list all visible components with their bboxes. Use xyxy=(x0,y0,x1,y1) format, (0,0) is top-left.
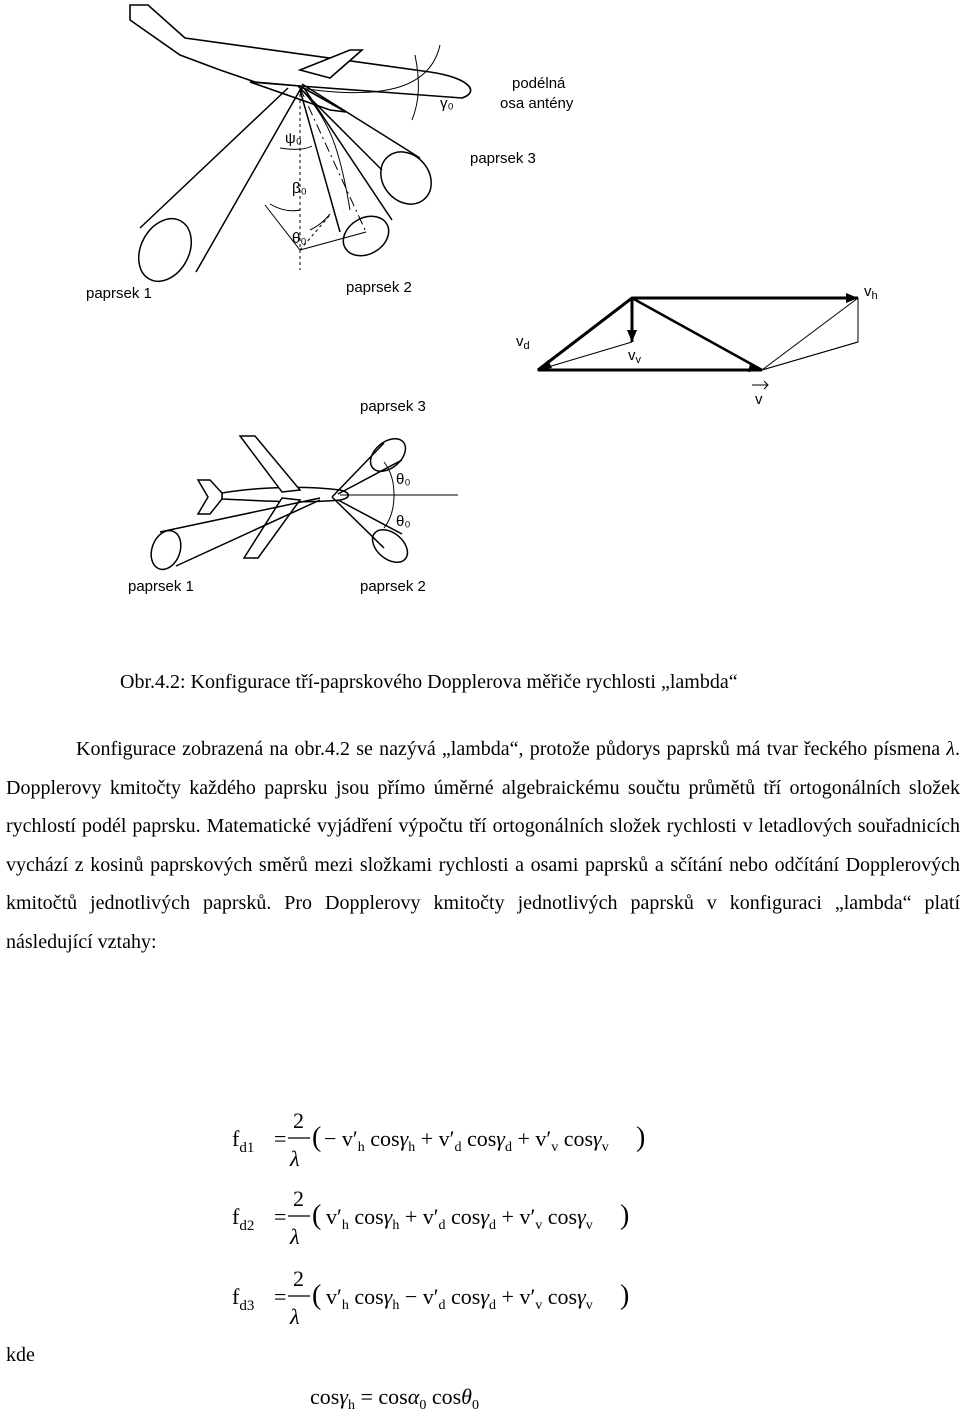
eq1-denominator: λ xyxy=(290,1146,300,1171)
lambda-symbol: λ xyxy=(946,738,955,760)
equation-fd2 xyxy=(232,1186,629,1249)
equation-fd1 xyxy=(232,1108,645,1171)
eq3-equals: = xyxy=(274,1284,287,1309)
eq2-lhs: $f_{d2}$ xyxy=(232,1204,255,1234)
paragraph-part-2: . Dopplerovy kmitočty každého paprsku jsou přímo úměrné algebraickému součtu průmětů tří ortogonálních složek rychlostí podél paprsku. Matematické vyjádření výpočtu tří ortogonálních složek rychlosti v letadlových souřadnicích vychází z kosinů paprskových směrů mezi složkami rychlosti a osami paprsků a sčítání nebo odčítání Dopplerových kmitočtů jednotlivých paprsků. Pro Dopplerovy kmitočty jednotlivých paprsků v konfiguraci „lambda“ platí následující vztahy: xyxy=(6,738,960,953)
eq2-numerator: 2 xyxy=(293,1186,304,1211)
longitudinal-axis-label-2: osa antény xyxy=(500,95,574,112)
bottom-eq-body: cosγ$_h$ = cosα$_0$ cosθ$_0$ xyxy=(310,1384,479,1413)
eq3-lparen: ( xyxy=(312,1280,322,1311)
figure-caption: Obr.4.2: Konfigurace tří-paprskového Dopplerova měřiče rychlosti „lambda“ xyxy=(120,671,738,693)
body-paragraph xyxy=(6,730,960,962)
beam3-label-plan: paprsek 3 xyxy=(360,398,426,415)
theta0-label-top: θ₀ xyxy=(292,230,307,247)
doppler-beam-diagram xyxy=(0,0,960,640)
eq1-numerator: 2 xyxy=(293,1108,304,1133)
eq2-body: $v'_h$ $\cos\gamma_h + v'_d$ $\cos\gamma_d + v'_v$ cosγ$_v$ xyxy=(326,1204,593,1233)
eq2-equals: = xyxy=(274,1204,287,1229)
paragraph-part-1: Konfigurace zobrazená na obr.4.2 se nazývá „lambda“, protože půdorys paprsků má tvar řeckého písmena xyxy=(76,738,947,760)
vv-label: $v_v$ xyxy=(628,347,641,366)
beam1-label-plan: paprsek 1 xyxy=(128,578,194,595)
gamma0-label: γ₀ xyxy=(440,95,454,112)
eq2-denominator: λ xyxy=(290,1224,300,1249)
longitudinal-axis-label-1: podélná xyxy=(512,75,566,92)
vh-label: $v_h$ xyxy=(864,283,878,302)
eq1-lparen: ( xyxy=(312,1122,322,1153)
eq1-rparen: ) xyxy=(636,1122,646,1153)
v-vector-arrow-icon xyxy=(752,381,768,389)
eq1-lhs: $f_{d1}$ xyxy=(232,1126,255,1156)
psi0-label: ψ₀ xyxy=(285,130,302,147)
aircraft-plan-view xyxy=(198,436,348,558)
eq1-body: − $v'_h$ $\cos\gamma_h + v'_d$ $\cos\gamma_d + v'_v$ cosγ$_v$ xyxy=(324,1126,609,1155)
beam2-label-plan: paprsek 2 xyxy=(360,578,426,595)
theta0-label-plan-upper: θ₀ xyxy=(396,471,411,488)
velocity-box xyxy=(538,298,858,370)
eq3-denominator: λ xyxy=(290,1304,300,1329)
eq1-equals: = xyxy=(274,1126,287,1151)
v-label: v xyxy=(755,391,763,408)
eq2-lparen: ( xyxy=(312,1200,322,1231)
eq3-rparen: ) xyxy=(620,1280,630,1311)
kde-label: kde xyxy=(6,1344,35,1366)
eq3-numerator: 2 xyxy=(293,1266,304,1291)
beam2-label-top: paprsek 2 xyxy=(346,279,412,296)
eq3-body: $v'_h$ $\cos\gamma_h - v'_d$ $\cos\gamma_d + v'_v$ cosγ$_v$ xyxy=(326,1284,593,1313)
beam1-label-top: paprsek 1 xyxy=(86,285,152,302)
eq3-lhs: $f_{d3}$ xyxy=(232,1284,255,1314)
theta0-label-plan-lower: θ₀ xyxy=(396,513,411,530)
equation-fd3 xyxy=(232,1266,629,1329)
equations-block xyxy=(0,1100,960,1422)
beta0-label: β₀ xyxy=(292,180,307,197)
equation-cos-gamma-h xyxy=(310,1384,479,1413)
beam3-label-top: paprsek 3 xyxy=(470,150,536,167)
beam-cones xyxy=(128,84,441,290)
eq2-rparen: ) xyxy=(620,1200,630,1231)
vd-label: $v_d$ xyxy=(516,333,530,352)
